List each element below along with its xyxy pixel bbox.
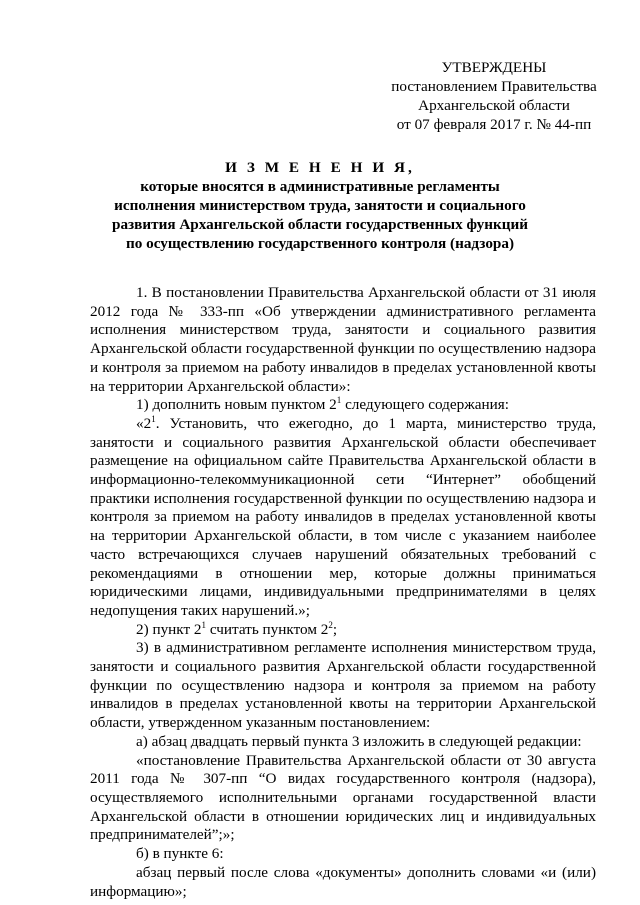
paragraph-2-superscript: 1 bbox=[336, 395, 342, 406]
paragraph-2-text-a: 1) дополнить новым пунктом 2 bbox=[136, 396, 337, 414]
document-subtitle-line-4: по осуществлению государственного контроля (надзора) bbox=[125, 235, 515, 252]
paragraph-7: «постановление Правительства Архангельской области от 30 августа 2011 года № 307-пп “О видах государственного контроля (надзора), осуществляемого исполнительными органами государственной власти Архангельской области в отношении юридических лиц и индивидуальных предпринимателей”;»; bbox=[90, 751, 596, 844]
approval-title: УТВЕРЖДЕНЫ bbox=[441, 59, 547, 76]
document-heading bbox=[90, 158, 550, 253]
paragraph-8: б) в пункте 6: bbox=[136, 845, 224, 863]
paragraph-6: а) абзац двадцать первый пункта 3 изложить в следующей редакции: bbox=[136, 732, 582, 750]
paragraph-4-text-a: 2) пункт 2 bbox=[136, 620, 202, 638]
paragraph-9: абзац первый после слова «документы» дополнить словами «и (или) информацию»; bbox=[90, 863, 596, 900]
paragraph-4-text-b: считать пунктом 2 bbox=[206, 620, 329, 638]
document-subtitle-line-3: развития Архангельской области государственных функций bbox=[112, 216, 528, 233]
paragraph-2 bbox=[90, 396, 596, 415]
document-subtitle-line-1: которые вносятся в административные регламенты bbox=[140, 178, 500, 195]
paragraph-3-superscript: 1 bbox=[151, 413, 156, 424]
paragraph-4-superscript-2: 2 bbox=[328, 619, 333, 630]
paragraph-1: 1. В постановлении Правительства Архангельской области от 31 июля 2012 года № 333-пп «Об утверждении административного регламента исполнения министерством труда, занятости и социального развития Архангельской области государственной функции по осуществлению надзора и контроля за приемом на работу инвалидов в пределах установленной квоты на территории Архангельской области»: bbox=[90, 284, 596, 395]
approval-line-2: Архангельской области bbox=[418, 97, 570, 114]
document-title: И З М Е Н Е Н И Я, bbox=[225, 159, 415, 176]
paragraph-3 bbox=[90, 415, 596, 621]
approval-stamp bbox=[382, 58, 606, 134]
document-subtitle-line-2: исполнения министерством труда, занятости и социального bbox=[114, 197, 526, 214]
paragraph-3-text-a: «2 bbox=[136, 414, 152, 432]
approval-line-3: от 07 февраля 2017 г. № 44-пп bbox=[396, 116, 592, 133]
paragraph-2-text-b: следующего содержания: bbox=[341, 396, 509, 414]
approval-line-1: постановлением Правительства bbox=[391, 78, 597, 95]
paragraph-5: 3) в административном регламенте исполнения министерством труда, занятости и социального развития Архангельской области государственной функции по осуществлению надзора и контроля за приемом на работу инвалидов в пределах установленной квоты на территории Архангельской области, утвержденном указанным постановлением: bbox=[90, 639, 596, 732]
paragraph-4 bbox=[90, 621, 596, 640]
document-body bbox=[90, 284, 596, 901]
paragraph-3-text-b: . Установить, что ежегодно, до 1 марта, министерство труда, занятости и социального развития Архангельской области обеспечивает размещение на официальном сайте Правительства Архангельской области в информационно-телекоммуникационной сети “Интернет” обобщений практики исполнения государственной функции по осуществлению надзора и контроля за приемом на работу инвалидов в пределах установленной квоты на территории Архангельской области, в том числе с указанием наиболее часто встречающихся случаев нарушений обязательных требований с рекомендациями в отношении мер, которые должны приниматься юридическими лицами, индивидуальными предпринимателями в целях недопущения таких нарушений.»; bbox=[90, 414, 596, 619]
paragraph-4-text-c: ; bbox=[332, 620, 338, 638]
paragraph-4-superscript-1: 1 bbox=[201, 619, 207, 630]
